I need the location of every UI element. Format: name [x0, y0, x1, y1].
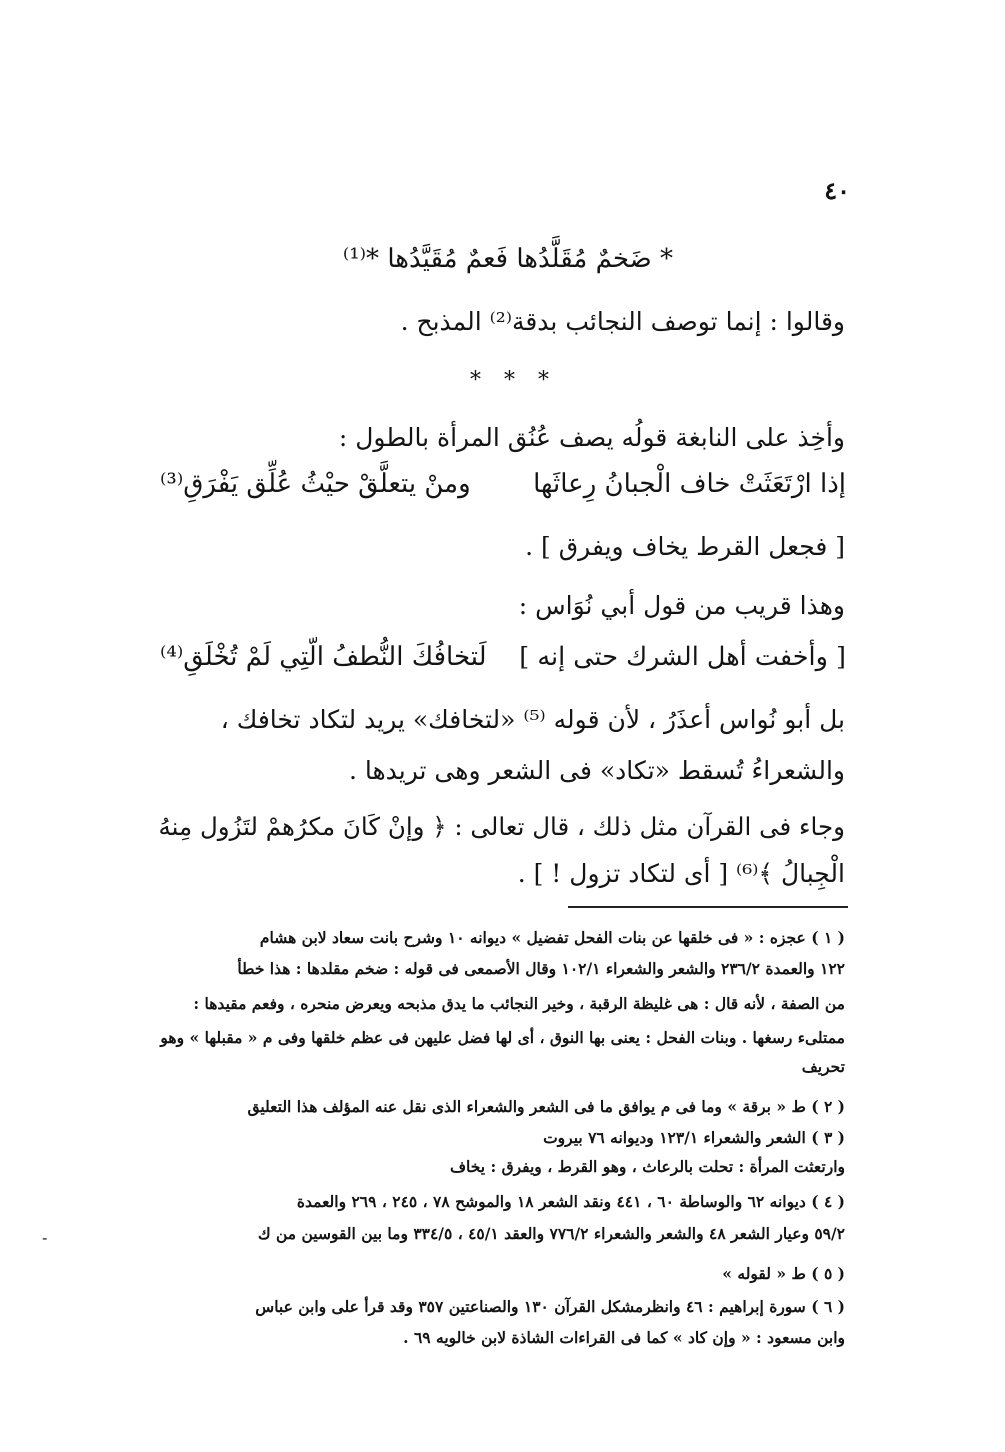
paragraph-line: وهذا قريب من قول أبي نُوَاس : — [518, 591, 845, 620]
paragraph-line: وقالوا : إنما توصف النجائب بدقة⁽²⁾ المذبح . — [400, 307, 845, 336]
footnote-line: وارتعثت المرأة : تحلت بالرعاث ، وهو القرط ، ويفرق : يخاف — [449, 1157, 845, 1176]
page-number: ٤٠ — [824, 176, 850, 205]
footnote-line: وابن مسعود : « وإن كاد » كما فى القراءات الشاذة لابن خالويه ٦٩ . — [403, 1328, 845, 1347]
verse-line — [160, 640, 846, 674]
paragraph-line: بل أبو نُواس أعذَرُ ، لأن قوله ⁽⁵⁾ «لتخافك» يريد لتكاد تخافك ، — [220, 705, 845, 734]
paragraph-line: الْجِبالُ ﴾⁽⁶⁾ [ أى لتكاد تزول ! ] . — [517, 859, 845, 888]
margin-mark: - — [42, 1228, 48, 1247]
paragraph-line: وجاء فى القرآن مثل ذلك ، قال تعالى : ﴿ وإنْ كَانَ مكرُهمْ لتَزُول مِنهُ — [158, 812, 845, 841]
paragraph-line: [ فجعل القرط يخاف ويفرق ] . — [525, 532, 845, 561]
footnote-line: ١٢٢ والعمدة ٢٣٦/٢ والشعر والشعراء ١٠٢/١ وقال الأصمعى فى قوله : ضخم مقلدها : هذا خطأ — [237, 959, 845, 978]
footnote-line: ٥٩/٢ وعيار الشعر ٤٨ والشعر والشعراء ٧٧٦/٢ والعقد ٤٥/١ ، ٣٣٤/٥ وما بين القوسين من ك — [257, 1224, 845, 1243]
footnote-line: من الصفة ، لأنه قال : هى غليظة الرقبة ، وخير النجائب ما يدق مذبحه ويعرض منحره ، وفعم مقيدها : — [193, 994, 845, 1013]
section-separator: * * * — [470, 368, 557, 393]
footnote-line: تحريف — [801, 1057, 845, 1076]
footnote-line: ( ٥ ) ط « لقوله » — [722, 1264, 845, 1283]
verse-line — [160, 467, 846, 501]
verse-hemistich-left: ومنْ يتعلَّقْ حيْثُ عُلِّق يَفْرَقِ⁽³⁾ — [160, 469, 471, 499]
paragraph-line: وأخِذ على النابغة قولُه يصف عُنُق المرأة بالطول : — [338, 423, 845, 452]
footnote-line: ( ٢ ) ط « برقة » وما فى م يوافق ما فى الشعر والشعراء الذى نقل عنه المؤلف هذا التعليق — [247, 1097, 845, 1116]
footnote-line: ( ٦ ) سورة إبراهيم : ٤٦ وانظرمشكل القرآن ١٣٠ والصناعتين ٣٥٧ وقد قرأ على وابن عباس — [255, 1297, 845, 1316]
hemistich-line: * ضَخمٌ مُقَلَّدُها فَعمٌ مُقَيَّدُها *⁽¹⁾ — [342, 244, 673, 274]
footnote-line: ( ٣ ) الشعر والشعراء ١٢٣/١ وديوانه ٧٦ بيروت — [543, 1128, 845, 1147]
verse-hemistich-left: لَتخافُكَ النُّطفُ الّتِي لَمْ تُخْلَقِ⁽⁴⁾ — [160, 642, 487, 672]
footnote-divider — [568, 906, 848, 908]
paragraph-line: والشعراءُ تُسقط «تكاد» فى الشعر وهى تريدها . — [348, 756, 845, 785]
footnote-line: ( ١ ) عجزه : « فى خلقها عن بنات الفحل تفضيل » ديوانه ١٠ وشرح بانت سعاد لابن هشام — [259, 928, 845, 947]
footnote-line: ( ٤ ) ديوانه ٦٢ والوساطة ٦٠ ، ٤٤١ ونقد الشعر ١٨ والموشح ٧٨ ، ٢٤٥ ، ٢٦٩ والعمدة — [296, 1192, 845, 1211]
footnote-line: ممتلىء رسغها . وبنات الفحل : يعنى بها النوق ، أى لها فضل عليهن فى عظم خلقها وفى م « مقبلها » وهو — [160, 1028, 845, 1047]
verse-hemistich-right: إذا ارْتَعَثَتْ خاف الْجبانُ رِعاثَها — [533, 469, 846, 499]
verse-hemistich-right: [ وأخفت أهل الشرك حتى إنه ] — [519, 642, 846, 672]
